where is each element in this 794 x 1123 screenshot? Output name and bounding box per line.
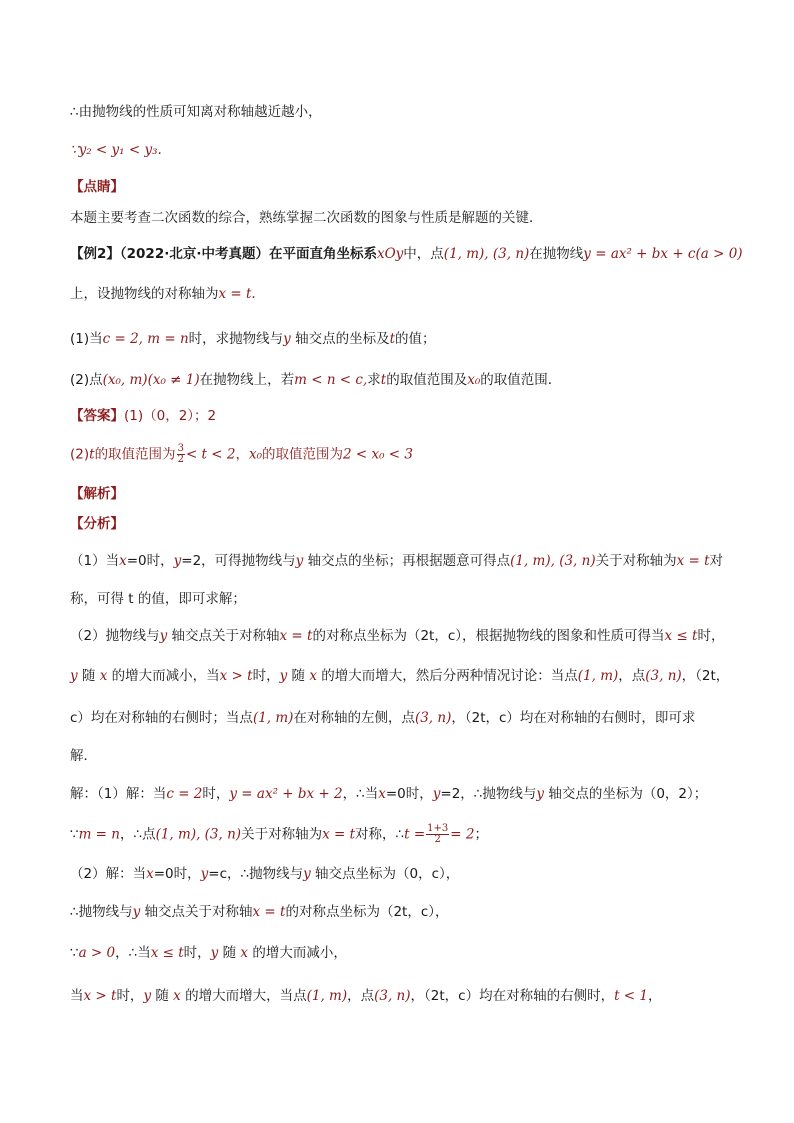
fraction-three-halves: $\frac{3}{2}$ xyxy=(177,443,184,465)
analysis-line-3: （2）抛物线与y 轴交点关于对称轴x = t的对称点坐标为（2t，c），根据抛物线的图象和性质可得当x ≤ t时， xyxy=(70,628,725,644)
solution-line-5: ∵a > 0，∴当x ≤ t时，y 随 x 的增大而减小， xyxy=(70,945,347,961)
analysis-line-1: （1）当x=0时，y=2，可得抛物线与y 轴交点的坐标；再根据题意可得点(1, m), (3, n)关于对称轴为x = t对 xyxy=(70,553,724,569)
fraction-one-plus-three-over-two: $\frac{1+3}{2}$ xyxy=(427,823,449,845)
analysis-line-6: 解． xyxy=(70,748,97,764)
answer-line-1: 【答案】(1)（0，2）；2 xyxy=(70,408,217,424)
solution-line-1: 解：（1）解：当c = 2时，y = ax² + bx + 2，∴当x=0时，y=2，∴抛物线与y 轴交点的坐标为（0，2）； xyxy=(70,786,708,802)
analysis-subheading: 【分析】 xyxy=(70,516,124,532)
inequality-math: ∵y₂ < y₁ < y₃. xyxy=(70,142,162,158)
answer-heading: 【答案】 xyxy=(70,408,124,424)
question-2: (2)点(x₀, m)(x₀ ≠ 1)在抛物线上，若m < n < c,求t的取值范围及x₀的取值范围． xyxy=(70,372,562,388)
question-1: (1)当c = 2, m = n时，求抛物线与y 轴交点的坐标及t的值； xyxy=(70,331,436,347)
heading-dianjing: 【点睛】 xyxy=(70,179,124,195)
analysis-line-2: 称，可得 t 的值，即可求解； xyxy=(70,591,246,607)
example-2-line: 【例2】（2022·北京·中考真题）在平面直角坐标系xOy中，点(1, m), (3, n)在抛物线y = ax² + bx + c(a > 0) xyxy=(70,246,743,262)
conclusion-text: ∴由抛物线的性质可知离对称轴越近越小， xyxy=(70,104,322,120)
text-line-2 xyxy=(70,140,162,160)
solution-line-4: ∴抛物线与y 轴交点关于对称轴x = t的对称点坐标为（2t，c）， xyxy=(70,904,449,920)
text-line-6: 上，设抛物线的对称轴为x = t. xyxy=(70,286,256,302)
example-2-heading: 【例2】（2022·北京·中考真题）在平面直角坐标系 xyxy=(70,246,377,262)
solution-line-6: 当x > t时，y 随 x 的增大而增大，当点(1, m)，点(3, n)，（2t，c）均在对称轴的右侧时，t < 1， xyxy=(70,988,662,1004)
text-line-4: 本题主要考查二次函数的综合，熟练掌握二次函数的图象与性质是解题的关键． xyxy=(70,210,543,226)
analysis-line-4: y 随 x 的增大而减小，当x > t时，y 随 x 的增大而增大，然后分两种情况讨论：当点(1, m)，点(3, n)，（2t， xyxy=(70,668,730,684)
solution-line-2: ∵m = n，∴点(1, m), (3, n)关于对称轴为x = t对称，∴t = $\frac{1+3}{2}$ = 2； xyxy=(70,823,488,845)
analysis-heading: 【解析】 xyxy=(70,486,124,502)
answer-line-2: (2)t的取值范围为 $\frac{3}{2}$ < t < 2，x₀的取值范围为2 < x₀ < 3 xyxy=(70,443,413,465)
solution-line-3: （2）解：当x=0时，y=c，∴抛物线与y 轴交点坐标为（0，c）， xyxy=(70,866,460,882)
text-line-1 xyxy=(70,102,322,122)
analysis-line-5: c）均在对称轴的右侧时；当点(1, m)在对称轴的左侧，点(3, n)，（2t，c）均在对称轴的右侧时，即可求 xyxy=(70,710,696,726)
